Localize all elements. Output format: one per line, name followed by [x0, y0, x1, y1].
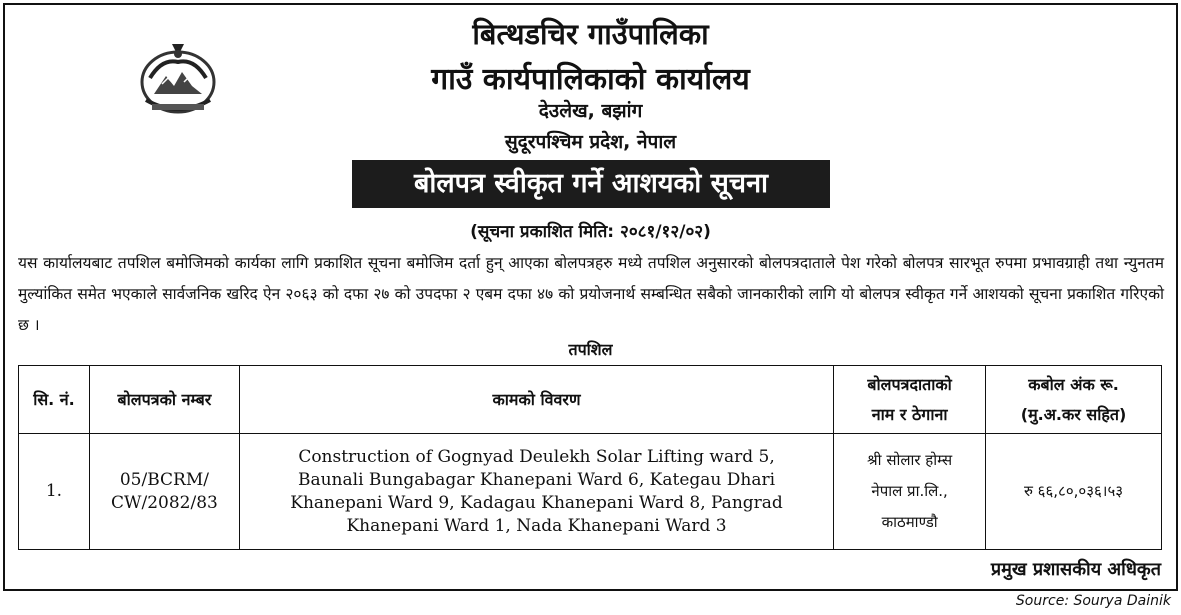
header-amount-line2: (मु.अ.कर सहित) — [1020, 404, 1127, 424]
bid-number-line2: CW/2082/83 — [111, 492, 218, 513]
description-line: Construction of Gognyad Deulekh Solar Lifting ward 5, — [298, 446, 775, 467]
address-line-1: देउलेख, बझांग — [538, 100, 643, 122]
municipality-name: बित्थडचिर गाउँपालिका — [472, 17, 709, 51]
table-heading: तपशिल — [568, 340, 613, 359]
header-amount — [986, 366, 1162, 434]
cell-bid-number — [89, 434, 239, 550]
cell-bidder — [834, 434, 986, 550]
table-header-row — [19, 366, 1162, 434]
description-line: Baunali Bungabagar Khanepani Ward 6, Kategau Dhari — [297, 469, 776, 490]
bidder-line: श्री सोलार होम्स — [867, 451, 953, 469]
notice-body: यस कार्यालयबाट तपशिल बमोजिमको कार्यका लागि प्रकाशित सूचना बमोजिम दर्ता हुन् आएका बोलपत्रहरु मध्ये तपशिल अनुसारको बोलपत्रदाताले पेश गरेको बोलपत्र सारभूत रुपमा प्रभावग्राही तथा न्युनतम मुल्यांकित समेत भएकाले सार्वजनिक खरिद ऐन २०६३ को दफा २७ को उपदफा २ एबम दफा ४७ को प्रयोजनार्थ सम्बन्धित सबैको जानकारीको लागि यो बोलपत्र स्वीकृत गर्ने आशयको सूचना प्रकाशित गरिएको छ । — [18, 254, 1164, 334]
bid-table — [18, 365, 1162, 550]
bid-number-line1: 05/BCRM/ — [119, 469, 209, 490]
cell-work-description — [239, 434, 833, 550]
header-amount-line1: कबोल अंक रू. — [1028, 374, 1119, 394]
cell-amount: रु ६६,८०,०३६।५३ — [986, 434, 1162, 550]
description-line: Khanepani Ward 1, Nada Khanepani Ward 3 — [346, 515, 727, 536]
published-date: (सूचना प्रकाशित मिति: २०८१/१२/०२) — [470, 222, 711, 242]
cell-sn: 1. — [19, 434, 90, 550]
officer-signature-title: प्रमुख प्रशासकीय अधिकृत — [990, 559, 1161, 580]
office-name: गाउँ कार्यपालिकाको कार्यालय — [431, 62, 750, 97]
header-bidder-line2: नाम र ठेगाना — [871, 404, 948, 424]
header-sn: सि. नं. — [19, 366, 90, 434]
header-work-description: कामको विवरण — [239, 366, 833, 434]
header-bidder-line1: बोलपत्रदाताको — [867, 374, 952, 394]
address-line-2: सुदूरपश्चिम प्रदेश, नेपाल — [504, 131, 677, 153]
header-bid-number: बोलपत्रको नम्बर — [89, 366, 239, 434]
description-line: Khanepani Ward 9, Kadagau Khanepani Ward 8, Pangrad — [290, 492, 783, 513]
notice-title: बोलपत्र स्वीकृत गर्ने आशयको सूचना — [352, 160, 830, 208]
source-credit: Source: Sourya Dainik — [1015, 593, 1171, 609]
table-row — [19, 434, 1162, 550]
header-bidder — [834, 366, 986, 434]
bidder-line: नेपाल प्रा.लि., — [871, 482, 948, 500]
bidder-line: काठमाण्डौ — [881, 513, 938, 531]
